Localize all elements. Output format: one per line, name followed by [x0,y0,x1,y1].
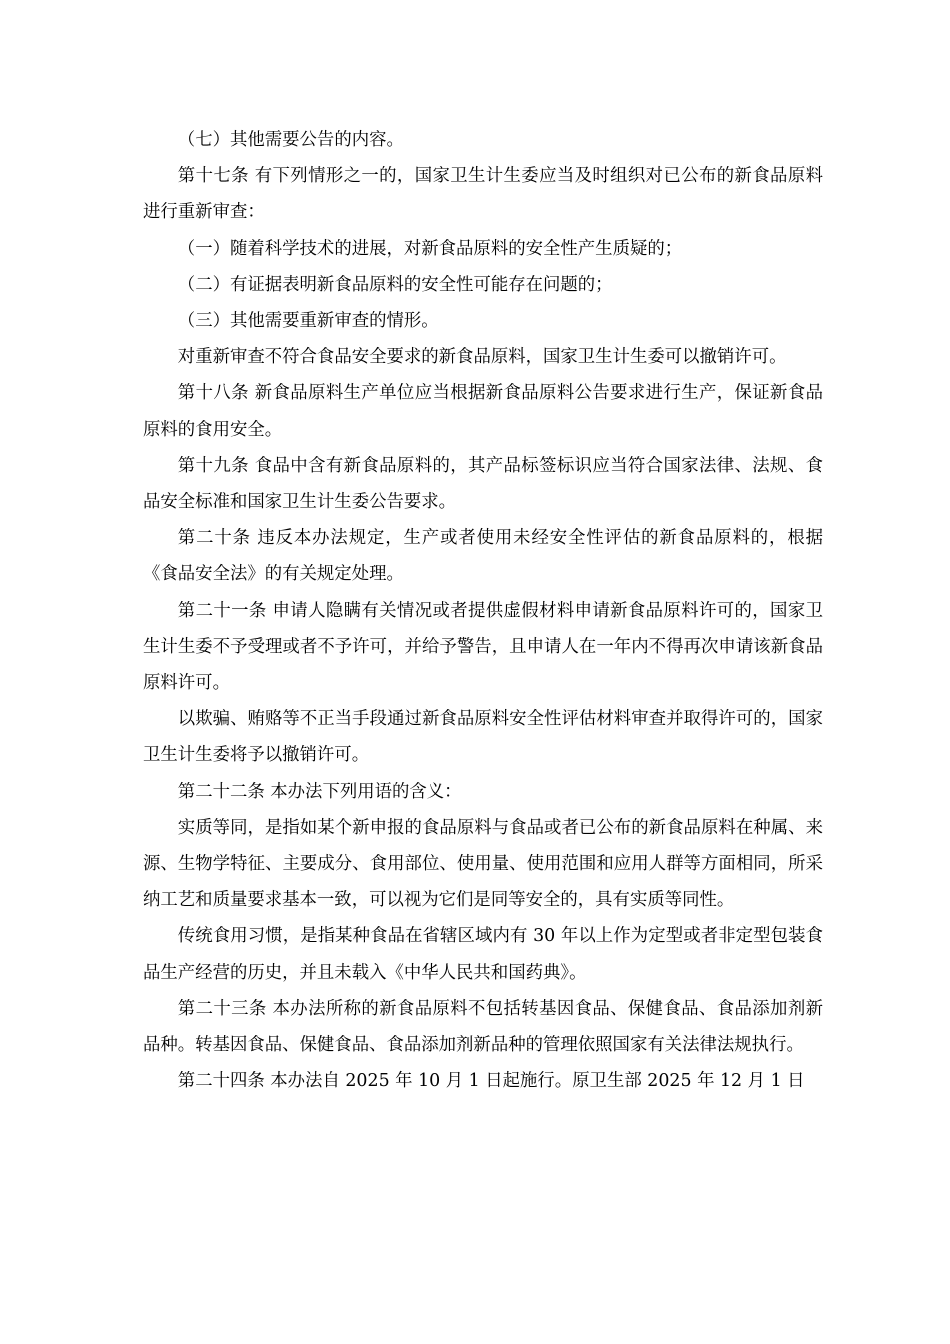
article-19: 第十九条 食品中含有新食品原料的，其产品标签标识应当符合国家法律、法规、食品安全标准和国家卫生计生委公告要求。 [143,455,823,513]
article-17-item-2: （二）有证据表明新食品原料的安全性可能存在问题的； [177,274,613,295]
article-17-item-3: （三）其他需要重新审查的情形。 [177,311,439,332]
article-24: 第二十四条 本办法自 2025 年 10 月 1 日起施行。原卫生部 2025 年 12 月 1 日 [177,1071,805,1092]
article-20: 第二十条 违反本办法规定，生产或者使用未经安全性评估的新食品原料的，根据《食品安全法》的有关规定处理。 [143,528,823,585]
article-18: 第十八条 新食品原料生产单位应当根据新食品原料公告要求进行生产，保证新食品原料的食用安全。 [143,383,823,440]
article-17: 第十七条 有下列情形之一的，国家卫生计生委应当及时组织对已公布的新食品原料进行重新审查： [143,166,823,223]
article-21: 第二十一条 申请人隐瞒有关情况或者提供虚假材料申请新食品原料许可的，国家卫生计生委不予受理或者不予许可，并给予警告，且申请人在一年内不得再次申请该新食品原料许可。 [143,600,823,694]
definition-traditional-use: 传统食用习惯，是指某种食品在省辖区域内有 30 年以上作为定型或者非定型包装食品生产经营的历史，并且未载入《中华人民共和国药典》。 [143,926,823,983]
article-21-fraud: 以欺骗、贿赂等不正当手段通过新食品原料安全性评估材料审查并取得许可的，国家卫生计生委将予以撤销许可。 [143,709,823,766]
paragraph-item-7: （七）其他需要公告的内容。 [177,130,404,150]
definition-substantial-equivalence: 实质等同，是指如某个新申报的食品原料与食品或者已公布的新食品原料在种属、来源、生物学特征、主要成分、食用部位、使用量、使用范围和应用人群等方面相同，所采纳工艺和质量要求基本一致，可以视为它们是同等安全的，具有实质等同性。 [143,817,823,911]
document-body [143,122,823,1099]
article-22: 第二十二条 本办法下列用语的含义： [177,781,462,802]
article-23: 第二十三条 本办法所称的新食品原料不包括转基因食品、保健食品、食品添加剂新品种。转基因食品、保健食品、食品添加剂新品种的管理依照国家有关法律法规执行。 [143,998,823,1056]
article-17-item-1: （一）随着科学技术的进展，对新食品原料的安全性产生质疑的； [177,238,683,259]
article-17-revocation: 对重新审查不符合食品安全要求的新食品原料，国家卫生计生委可以撤销许可。 [177,347,787,368]
